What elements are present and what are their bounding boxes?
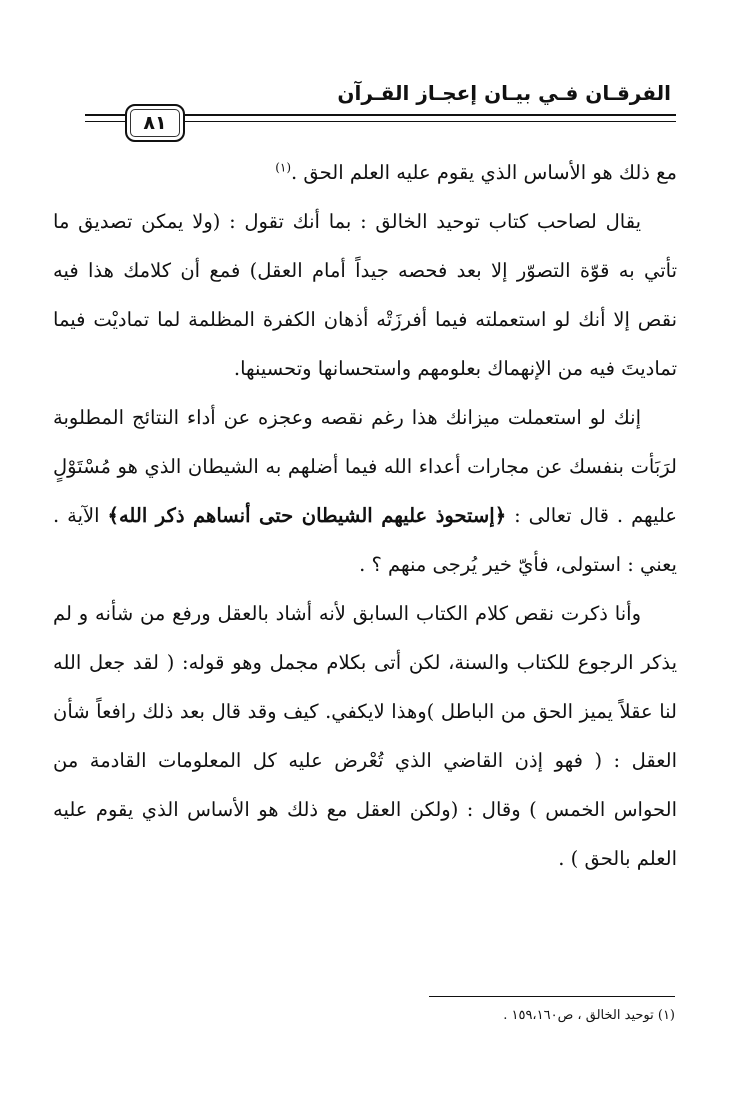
paragraph-3 (53, 393, 677, 589)
body-text (53, 148, 677, 883)
paragraph-3-text-after: الآية . يعني : استولى، فأيّ خير يُرجى منهم ؟ . (53, 504, 677, 576)
paragraph-1 (53, 148, 677, 197)
quran-verse: ﴿إستحوذ عليهم الشيطان حتى أنساهم ذكر الله﴾ (107, 504, 507, 527)
footnote-reference[interactable]: (١) (275, 160, 292, 175)
paragraph-2: يقال لصاحب كتاب توحيد الخالق : بما أنك تقول : (ولا يمكن تصديق ما تأتي به قوّة التصوّر إلا بعد فحصه جيداً أمام العقل) فمع أن كلامك هذا فيه نقص إلا أنك لو استعملته فيما أفرزَتْه أذهان الكفرة المظلمة لما تماديْت فيما تماديتَ فيه من الإنهماك بعلومهم واستحسانها وتحسينها. (53, 210, 677, 380)
page-number: ٨١ (125, 104, 185, 142)
paragraph-3-text-before: إنك لو استعملت ميزانك هذا رغم نقصه وعجزه عن أداء النتائج المطلوبة لرَبَأت بنفسك عن مجارات أعداء الله فيما أضلهم به الشيطان الذي هو مُسْتَوْلٍ عليهم . قال تعالى : (53, 406, 678, 527)
paragraph-4: وأنا ذكرت نقص كلام الكتاب السابق لأنه أشاد بالعقل ورفع من شأنه و لم يذكر الرجوع للكتاب والسنة، لكن أتى بكلام مجمل وهو قوله: ( لقد جعل الله لنا عقلاً يميز الحق من الباطل )وهذا لايكفي. كيف وقد قال بعد ذلك رافعاً شأن العقل : ( فهو إذن القاضي الذي تُعْرض عليه كل المعلومات القادمة من الحواس الخمس ) وقال : (ولكن العقل مع ذلك هو الأساس الذي يقوم عليه العلم بالحق ) . (53, 602, 677, 870)
paragraph-1-text: مع ذلك هو الأساس الذي يقوم عليه العلم الحق . (291, 161, 677, 184)
running-header: الفرقـان فـي بيـان إعجـاز القـرآن (337, 81, 671, 105)
footnote-divider (429, 996, 675, 997)
footnote: (١) توحيد الخالق ، ص١٥٩،١٦٠ . (503, 1008, 675, 1023)
